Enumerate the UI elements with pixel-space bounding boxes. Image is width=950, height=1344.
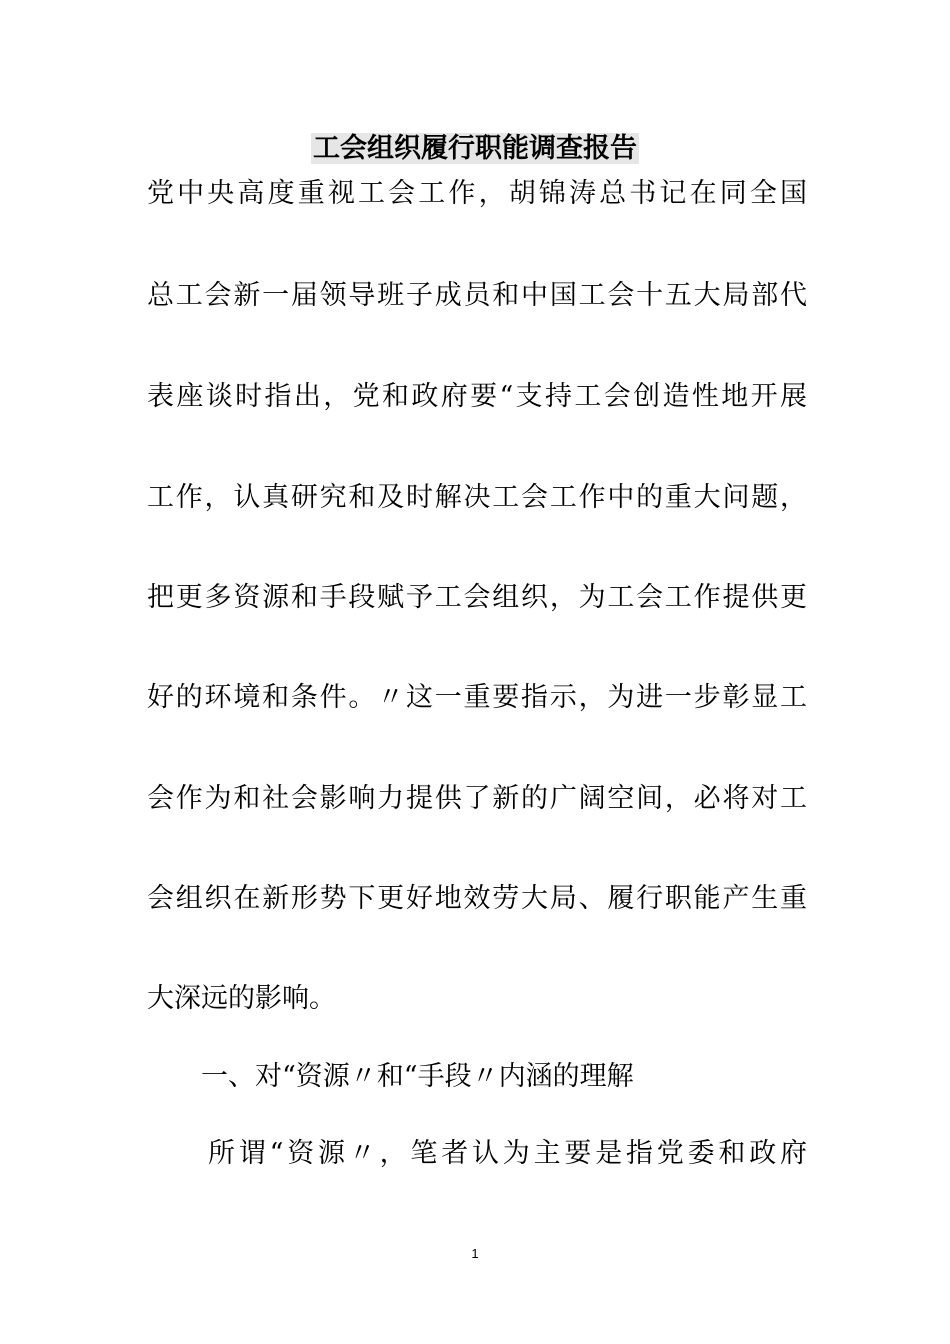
section-heading: 一、对“资源〃和“手段〃内涵的理解 [201, 1061, 634, 1092]
document-title [0, 131, 950, 167]
document-title-text: 工会组织履行职能调查报告 [313, 133, 637, 164]
paragraph-line-4: 工作，认真研究和及时解决工会工作中的重大问题， [147, 482, 807, 513]
paragraph-line-1: 党中央高度重视工会工作，胡锦涛总书记在同全国 [147, 178, 807, 209]
paragraph-line-2: 总工会新一届领导班子成员和中国工会十五大局部代 [147, 280, 807, 311]
paragraph-line-9: 大深远的影响。 [147, 983, 336, 1014]
paragraph-line-10: 所谓“资源〃，笔者认为主要是指党委和政府 [208, 1138, 807, 1169]
page-number: 1 [471, 1246, 479, 1261]
paragraph-line-7: 会作为和社会影响力提供了新的广阔空间，必将对工 [147, 783, 807, 814]
paragraph-line-3: 表座谈时指出，党和政府要“支持工会创造性地开展 [147, 381, 807, 412]
paragraph-line-8: 会组织在新形势下更好地效劳大局、履行职能产生重 [147, 883, 807, 914]
paragraph-line-6: 好的环境和条件。〃这一重要指示，为进一步彰显工 [147, 682, 807, 713]
paragraph-line-5: 把更多资源和手段赋予工会组织，为工会工作提供更 [147, 582, 807, 613]
